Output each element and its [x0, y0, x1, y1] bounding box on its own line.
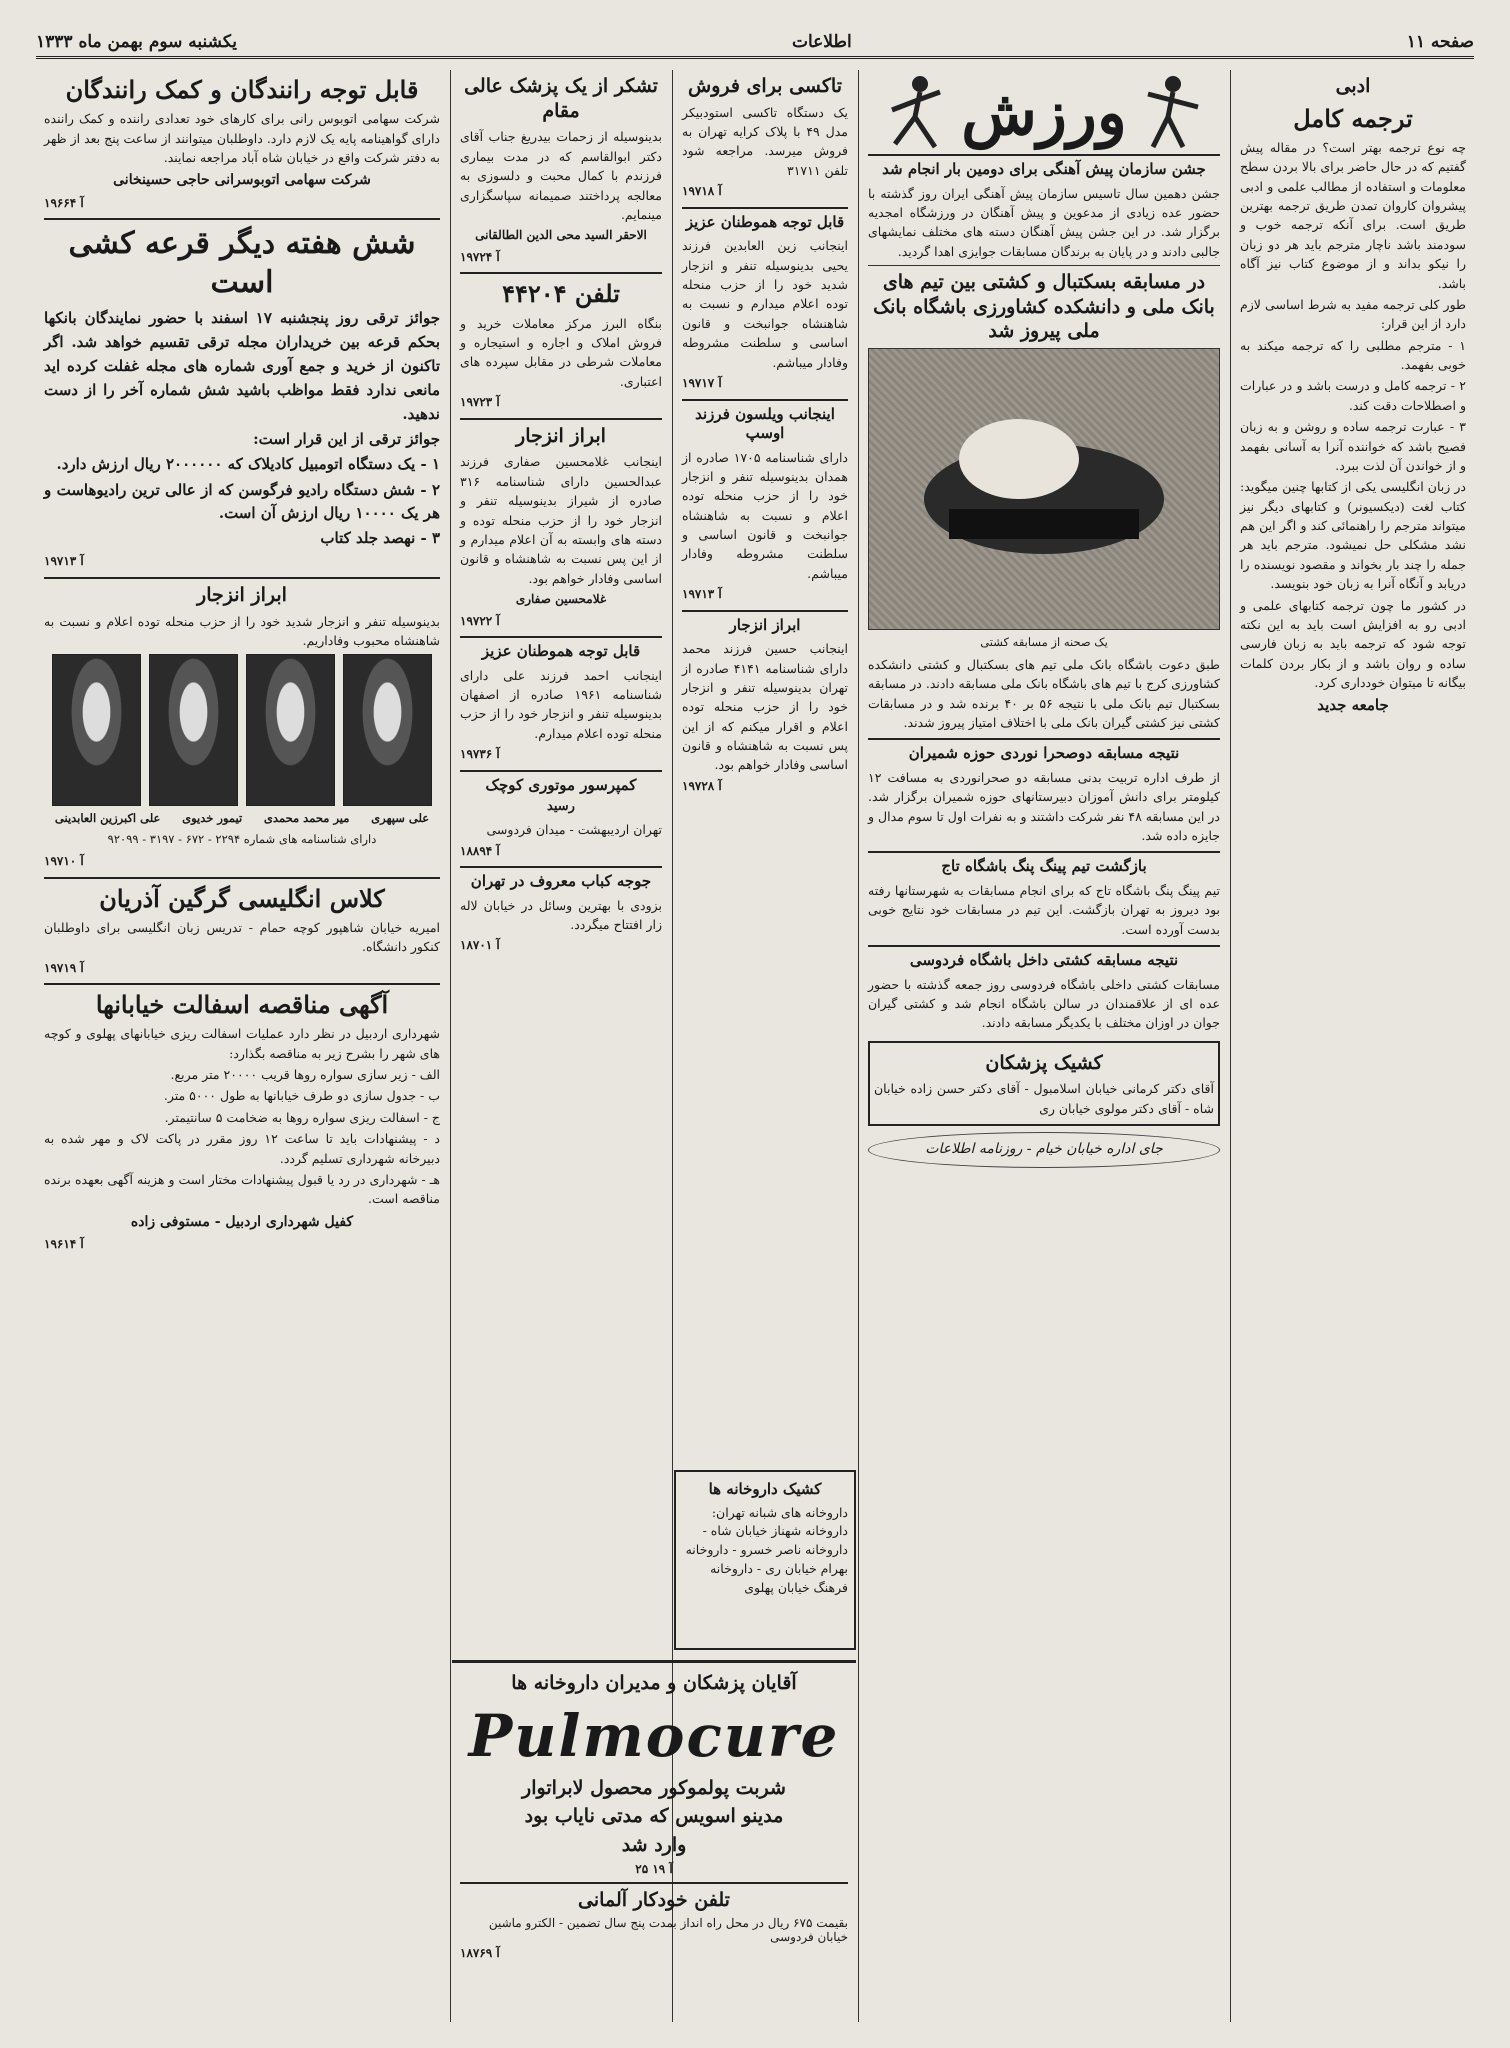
portrait-names [44, 810, 440, 828]
ad-title: تشکر از یک پزشک عالی مقام [464, 75, 658, 122]
portrait-name: تیمور خدیوی [182, 811, 243, 826]
ad-code: ۱۹۷۲۳ آ [460, 395, 500, 410]
photo-caption: یک صحنه از مسابقه کشتی [980, 635, 1108, 650]
ad-title: شش هفته دیگر قرعه کشی است [44, 218, 440, 302]
ad-body: امیریه خیابان شاهپور کوچه حمام - تدریس زبان انگلیسی برای داوطلبان کنکور دانشگاه. [44, 919, 440, 955]
ad-body: تهران اردیبهشت - میدان فردوسی [486, 822, 662, 838]
prize-item: ۲ - شش دستگاه رادیو فرگوسن که از عالی ترین رادیوهاست و هر یک ۱۰۰۰۰ ریال ارزش آن است. [44, 480, 440, 522]
doctors-on-duty-box [868, 1041, 1220, 1126]
ad-title: جوجه کباب معروف در تهران [460, 866, 662, 892]
ad-line: شربت پولموکور محصول لابراتوار [522, 1776, 786, 1799]
issue-date: یکشنبه سوم بهمن ماه ۱۳۳۳ [36, 32, 237, 52]
portrait-row [44, 654, 440, 806]
ad-title: آقایان پزشکان و مدیران داروخانه ها [511, 1672, 797, 1694]
ad-code: ۱۹۶۱۴ آ [44, 1236, 84, 1251]
article-title: در مسابقه بسکتبال و کشتی بین تیم های بانک ملی و دانشکده کشاورزی باشگاه بانک ملی پیروز شد [868, 265, 1220, 344]
ad-title: آگهی مناقصه اسفالت خیابانها [44, 983, 440, 1020]
sports-masthead [868, 70, 1220, 156]
portrait-photo [149, 654, 238, 806]
article-body: مسابقات کشتی داخلی باشگاه فردوسی روز جمعه گذشته با حضور عده ای از علاقمندان در سالن باشگاه انجام شد و کشتی گیران جوان در اوزان مختلف با یکدیگر مسابقه دادند. [868, 976, 1220, 1031]
ads-column-b [452, 70, 670, 1658]
prize-item: ۳ - نهصد جلد کتاب [320, 529, 440, 548]
brand-name: Pulmocure [468, 1701, 840, 1770]
article-title: نتیجه مسابقه دوصحرا نوردی حوزه شمیران [868, 738, 1220, 764]
portrait-photo [343, 654, 432, 806]
ad-code: ۱۹۷۱۹ آ [44, 960, 84, 975]
ad-body: شرکت سهامی اتوبوس رانی برای کارهای خود تعدادی راننده و کمک راننده دارای گواهینامه پایه یک لازم دارد. داوطلبان میتوانند از ساعت پنج بعد از ظهر به دفتر شرکت واقع در خیابان شاه آباد مراجعه نمایند. [44, 111, 440, 165]
ad-title: تلفن خودکار آلمانی [460, 1882, 848, 1913]
ad-code: ۱۹۷۱۸ آ [682, 184, 722, 199]
paragraph: ۲ - ترجمه کامل و درست باشد و در عبارات و اصطلاحات دقت کند. [1240, 378, 1466, 413]
ad-body: اینجانب احمد فرزند علی دارای شناسنامه ۱۹۶۱ صادره از اصفهان بدینوسیله تنفر و انزجار خود را از حزب منحله توده اعلام میدارم. [460, 667, 662, 741]
ad-code: ۱۹۷۲۲ آ [460, 613, 500, 628]
ad-code: آ ۱۹ ۲۵ [635, 1861, 673, 1876]
box-body: آقای دکتر کرمانی خیابان اسلامبول - آقای دکتر حسن زاده خیابان شاه - آقای دکتر مولوی خیابان ری [874, 1081, 1214, 1116]
wrestler-figure-icon [1138, 72, 1208, 152]
page-number: صفحه ۱۱ [1406, 32, 1474, 52]
ad-code: ۱۹۷۱۰ آ [44, 854, 84, 868]
ad-code: ۱۹۷۱۷ آ [682, 375, 722, 390]
pharmacy-on-duty-box [674, 1470, 856, 1650]
newspaper-name: اطلاعات [791, 32, 852, 52]
paragraph: در زبان انگلیسی یکی از کتابها چنین میگوید: کتاب لغت (دیکسیونر) و کتابهای دیگر نیز میتواند مترجم را راهنمائی کند و اگر این هم نشد مشکلی حل نمیشود. مترجم باید هر جمله را چند بار بخواند و مقصود نویسنده را دریابد و آنگاه آنرا به زبان خود بنویسد. [1240, 479, 1466, 592]
article-body: طبق دعوت باشگاه بانک ملی تیم های بسکتبال و کشتی دانشکده کشاورزی کرج با تیم های باشگاه بانک ملی مسابقه دادند. در مسابقه بسکتبال تیم بانک ملی با نتیجه ۵۶ بر ۴۰ برنده شد و در مسابقات کشتی نیز کشتی گیران بانک ملی با اختلاف امتیاز پیروز شدند. [868, 656, 1221, 730]
prize-item: ۱ - یک دستگاه اتومبیل کادیلاک که ۲۰۰۰۰۰۰ ریال ارزش دارد. [56, 455, 440, 474]
tender-item: د - پیشنهادات باید تا ساعت ۱۲ روز مقرر در پاکت لاک و مهر شده به دبیرخانه شهرداری تسلیم گردد. [44, 1131, 440, 1166]
ad-title: قابل توجه هموطنان عزیز [682, 207, 848, 233]
prize-list-title: جوائز ترقی از این قرار است: [253, 430, 440, 449]
page-header [36, 28, 1474, 59]
ad-body: اینجانب زین العابدین فرزند یحیی بدینوسیله تنفر و انزجار شدید خود را از حزب منحله توده اعلام میدارم و نسبت به شاهنشاه جوانبخت و قانون اساسی و سلطنت مشروطه وفادار میباشم. [682, 238, 848, 370]
ad-body: بنگاه البرز مرکز معاملات خرید و فروش املاک و اجاره و استیجاره و معاملات شرطی در مقابل سپرده های اعتباری. [460, 315, 662, 389]
ad-title: تاکسی برای فروش [688, 75, 842, 97]
article-title: بازگشت تیم پینگ پنگ باشگاه تاج [868, 851, 1220, 877]
article-title: ترجمه کامل [1293, 103, 1413, 133]
portrait-caption: دارای شناسنامه های شماره ۲۲۹۴ - ۶۷۲ - ۳۱۹۷ - ۹۲۰۹۹ [107, 832, 377, 847]
paragraph: چه نوع ترجمه بهتر است؟ در مقاله پیش گفتیم که در حال حاضر برای بالا بردن سطح معلومات و استفاده از مطالب علمی و ادبی پیشروان کاروان تمدن طریق ترجمه بهترین طریق است. برای آنکه ترجمه خوب و سودمند باشد ناچار مترجم باید هر دو زبان را نیکو بداند و از موضوع کتاب نیز آگاه باشد. [1240, 139, 1466, 291]
portrait-name: علی سپهری [371, 811, 430, 826]
ad-body: یک دستگاه تاکسی استودبیکر مدل ۴۹ با پلاک کرایه تهران به فروش میرسد. مراجعه شود تلفن ۳۱۷۱۱ [682, 104, 848, 178]
ad-body: بقیمت ۶۷۵ ریال در محل راه انداز بمدت پنج سال تضمین - الکترو ماشین خیابان فردوسی [488, 1916, 848, 1945]
ad-title: کمپرسور موتوری کوچک [460, 770, 662, 796]
paragraph: ۳ - عبارت ترجمه ساده و روشن و به زبان فصیح باشد که خواننده آنرا به آسانی بفهمد و از خواندن آن لذت ببرد. [1240, 419, 1466, 473]
article-body: جشن دهمین سال تاسیس سازمان پیش آهنگی ایران روز گذشته با حضور عده زیادی از مدعوین و پیش آهنگان در ورزشگاه امجدیه برگزار شد. در این جشن پیش آهنگان دسته های مختلف نمایشهای جالبی دادند و در پایان به برندگان مسابقات جوایزی اهدا گردید. [868, 185, 1220, 259]
ad-code: ۱۸۷۶۹ آ [460, 1946, 500, 1961]
portrait-photo [246, 654, 335, 806]
portrait-name: میر محمد محمدی [263, 811, 350, 826]
ad-title: کلاس انگلیسی گرگین آذریان [44, 877, 440, 914]
ad-title: تلفن ۴۴۲۰۴ [460, 272, 662, 309]
literary-column [1232, 70, 1474, 2022]
tender-item: ب - جدول سازی دو طرف خیابانها به طول ۵۰۰۰ متر. [163, 1088, 440, 1104]
publisher-signature: جای اداره خیابان خیام - روزنامه اطلاعات [868, 1132, 1220, 1168]
runner-figure-icon [880, 72, 950, 152]
ad-body: جوائز ترقی روز پنجشنبه ۱۷ اسفند با حضور نمایندگان بانکها بحکم قرعه بین خریداران مجله ترقی تقسیم خواهد شد. اگر تاکنون از خرید و جمع آوری شماره های مجله غفلت کرده اید مانعی ندارد فقط مواظب باشید شش شماره آخر را از دست ندهید. [44, 309, 440, 424]
ad-title: قابل توجه هموطنان عزیز [460, 636, 662, 662]
wrestlers-silhouette-icon [869, 349, 1219, 629]
wrestling-photo [868, 348, 1220, 630]
column-rule [450, 70, 451, 2022]
ad-code: ۱۹۷۱۳ آ [44, 554, 84, 569]
ad-signature: شرکت سهامی اتوبوسرانی حاجی حسینخانی [113, 172, 371, 189]
article-title: جشن سازمان پیش آهنگی برای دومین بار انجام شد [882, 160, 1206, 178]
ad-signature: غلامحسین صفاری [515, 592, 607, 607]
ad-title: قابل توجه رانندگان و کمک رانندگان [65, 75, 419, 104]
ad-signature: الاحقر السید محی الدین الطالقانی [475, 228, 647, 243]
pulmocure-ad [452, 1660, 856, 2022]
ad-title: ابراز انزجار [682, 610, 848, 636]
ad-subtitle: رسید [547, 799, 575, 815]
section-label: ادبی [1335, 75, 1371, 97]
sports-column [860, 70, 1228, 2022]
tender-item: هـ - شهرداری در رد یا قبول پیشنهادات مختار است و هزینه آگهی بعهده برنده مناقصه است. [44, 1171, 440, 1207]
ad-code: ۱۸۷۰۱ آ [460, 938, 500, 953]
paragraph: در کشور ما چون ترجمه کتابهای علمی و ادبی رو به افزایش است باید به این نکته توجه شود که ترجمه باید به زبان فارسی ساده و روان باشد و از بکار بردن کلمات بیگانه تا میتوان خودداری کرد. [1240, 597, 1466, 690]
ad-title: ابراز انزجار [44, 577, 440, 608]
ad-body: بدینوسیله تنفر و انزجار شدید خود را از حزب منحله توده اعلام و نسبت به شاهنشاه محبوب وفاداریم. [44, 613, 440, 648]
article-title: نتیجه مسابقه کشتی داخل باشگاه فردوسی [868, 945, 1220, 971]
ad-code: ۱۹۷۱۳ آ [682, 587, 722, 602]
tender-item: ج - اسفالت ریزی سواره روها به ضخامت ۵ سانتیمتر. [164, 1109, 440, 1125]
ad-title: ابراز انزجار [460, 418, 662, 449]
ad-code: ۱۹۷۲۸ آ [682, 778, 722, 793]
sports-logo: ورزش [961, 75, 1127, 149]
portrait-name: علی اکبرزین العابدینی [54, 811, 161, 826]
ad-body: بزودی با بهترین وسائل در خیابان لاله زار افتتاح میگردد. [460, 897, 662, 933]
ad-signature: کفیل شهرداری اردبیل - مستوفی زاده [130, 1213, 354, 1230]
ad-code: ۱۹۶۶۴ آ [44, 195, 84, 210]
ad-body: اینجانب حسین فرزند محمد دارای شناسنامه ۴۱۴۱ صادره از تهران بدینوسیله تنفر و انزجار خود را از حزب منحله توده اعلام و اقرار میکنم که از این پس نسبت به شاهنشاه و قانون اساسی وفادار خواهم بود. [682, 641, 848, 773]
ad-body: بدینوسیله از زحمات بیدریغ جناب آقای دکتر ابوالقاسم که در مدت بیماری فرزندم با کمال محبت و دلسوزی به معالجه پرداختند صمیمانه سپاسگزاری مینمایم. [460, 129, 662, 222]
ad-line: مدینو اسویس که مدتی نایاب بود [524, 1805, 784, 1828]
portrait-photo [52, 654, 141, 806]
ad-body: شهرداری اردبیل در نظر دارد عملیات اسفالت ریزی خیابانهای پهلوی و کوچه های شهر را بشرح زیر به مناقصه بگذارد: [44, 1026, 440, 1061]
article-body: تیم پینگ پنگ باشگاه تاج که برای انجام مسابقات به شهرستانها رفته بود دیروز به تهران بازگشت. این تیم در مسابقات خود نتایج خوبی بدست آورده است. [868, 882, 1220, 937]
article-body: از طرف اداره تربیت بدنی مسابقه دو صحرانوردی به مسافت ۱۲ کیلومتر برای دانش آموزان دبیرستانهای حوزه شمیران برگزار شد. در این مسابقه ۴۸ نفر شرکت داشتند و به نفرات اول تا سوم مدال و جایزه داده شد. [868, 769, 1220, 843]
paragraph: ۱ - مترجم مطلبی را که ترجمه میکند به خوبی بفهمد. [1240, 337, 1466, 372]
paragraph: طور کلی ترجمه مفید به شرط اساسی لازم دارد از این قرار: [1240, 296, 1466, 332]
column-rule [1230, 70, 1231, 2022]
column-rule [858, 70, 859, 2022]
ads-column-c [36, 70, 448, 2022]
box-body: داروخانه های شبانه تهران: داروخانه شهناز خیابان شاه - داروخانه ناصر خسرو - داروخانه بهرام خیابان ری - داروخانه فرهنگ خیابان پهلوی [685, 1504, 848, 1595]
box-title: کشیک داروخانه ها [708, 1480, 822, 1498]
ad-code: ۱۹۷۲۴ آ [460, 249, 500, 264]
ad-line: وارد شد [621, 1834, 687, 1857]
ads-column-a [674, 70, 856, 1658]
ad-code: ۱۸۸۹۴ آ [460, 843, 500, 858]
ad-title: اینجانب ویلسون فرزند اوسپ [682, 399, 848, 444]
ad-body: اینجانب غلامحسین صفاری فرزند عبدالحسین دارای شناسنامه ۳۱۶ صادره از شیراز بدینوسیله تنفر و انزجار خود را از حزب منحله توده و دسته های وابسته به آن اعلام میدارم و از این پس نسبت به شاهنشاه و قانون اساسی وفادار خواهم بود. [460, 454, 662, 586]
ad-code: ۱۹۷۳۶ آ [460, 747, 500, 762]
box-title: کشیک پزشکان [985, 1051, 1103, 1074]
ad-body: دارای شناسنامه ۱۷۰۵ صادره از همدان بدینوسیله تنفر و انزجار خود را از حزب منحله توده اعلام و نسبت به شاهنشاه جوانبخت و قانون اساسی و سلطنت مشروطه وفادار میباشم. [682, 449, 848, 581]
tender-item: الف - زیر سازی سواره روها قریب ۲۰۰۰۰ متر مربع. [170, 1067, 440, 1083]
author-signature: جامعه جدید [1317, 696, 1389, 715]
